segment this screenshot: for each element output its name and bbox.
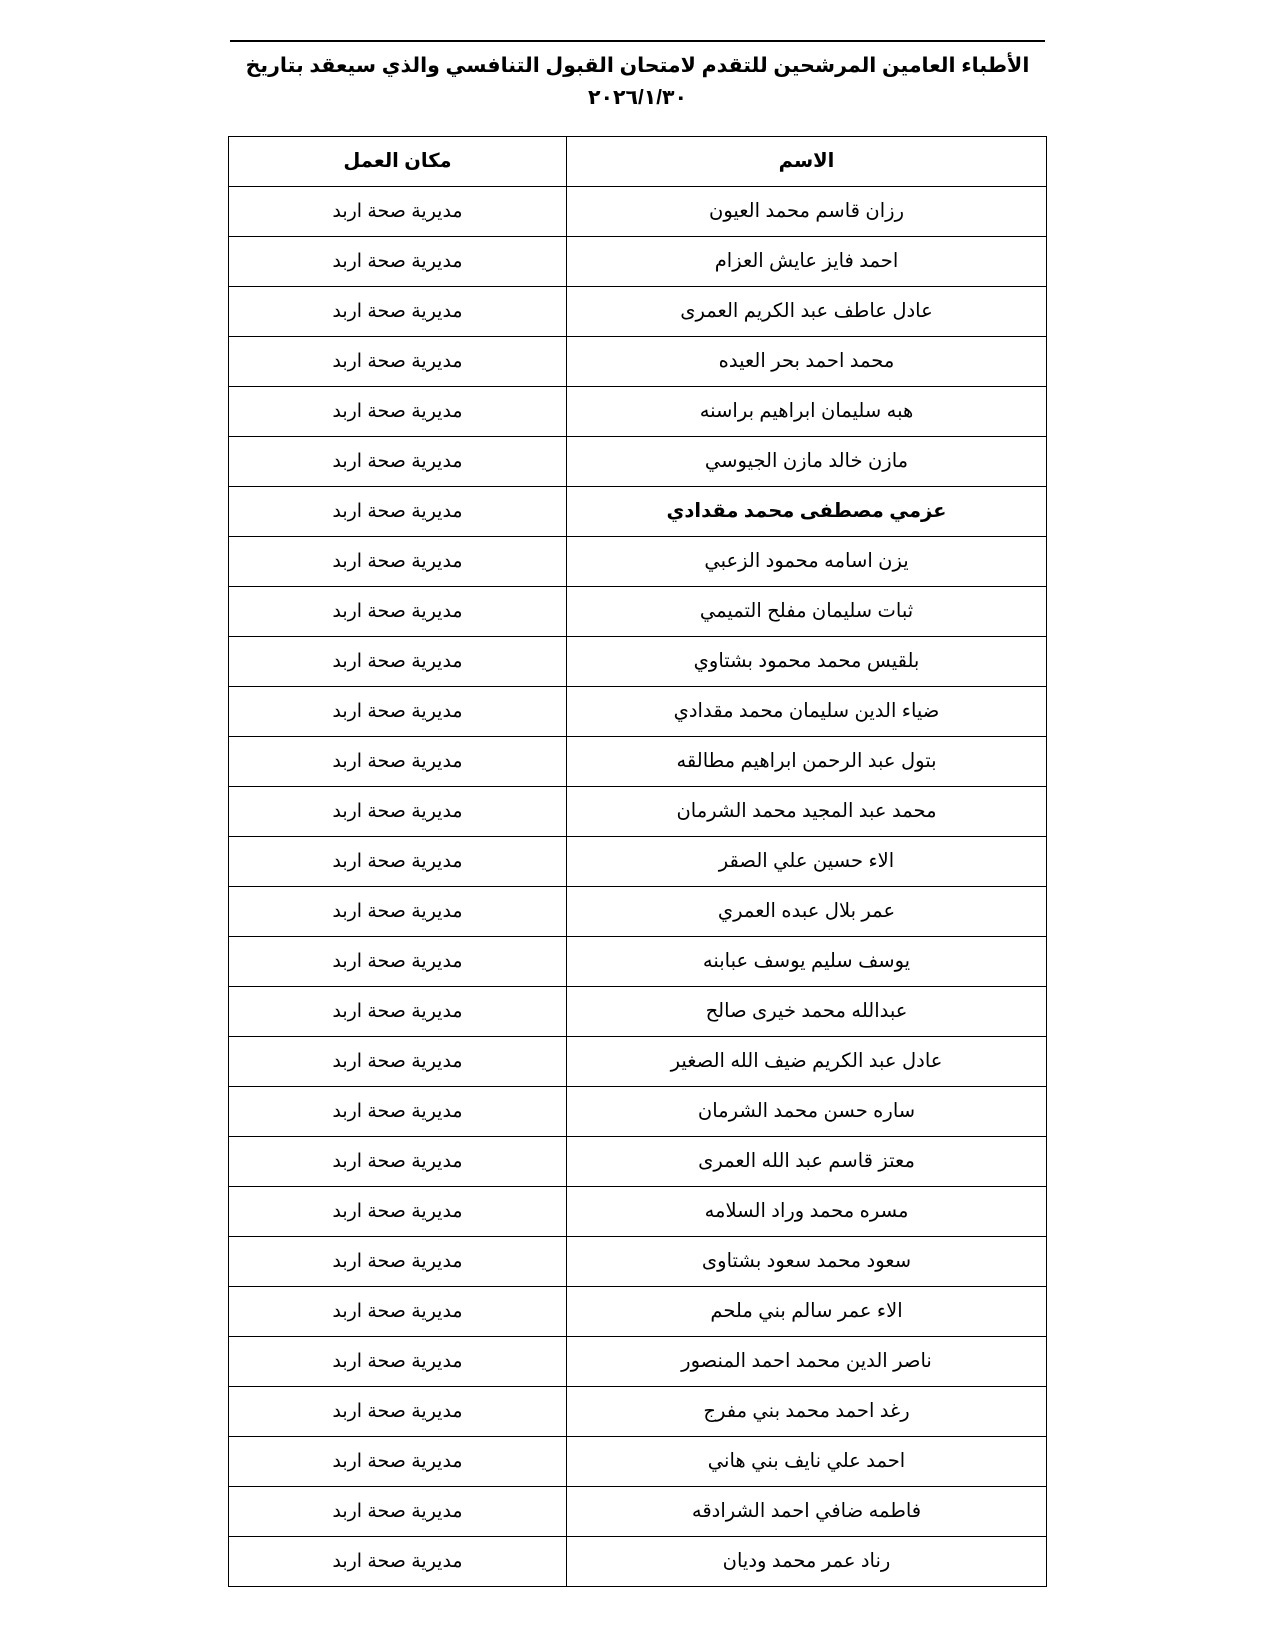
cell-name: مسره محمد وراد السلامه: [567, 1186, 1047, 1236]
page-title-line-1: الأطباء العامين المرشحين للتقدم لامتحان القبول التنافسي والذي سيعقد بتاريخ: [245, 54, 1030, 77]
cell-workplace: مديرية صحة اربد: [229, 636, 567, 686]
cell-workplace: مديرية صحة اربد: [229, 1136, 567, 1186]
table-row: [229, 486, 1047, 536]
cell-name: فاطمه ضافي احمد الشرادقه: [567, 1486, 1047, 1536]
table-row: [229, 986, 1047, 1036]
table-row: [229, 1336, 1047, 1386]
cell-workplace: مديرية صحة اربد: [229, 1386, 567, 1436]
cell-name: الاء حسين علي الصقر: [567, 836, 1047, 886]
cell-workplace: مديرية صحة اربد: [229, 1286, 567, 1336]
candidates-table: [228, 136, 1047, 1587]
table-row: [229, 936, 1047, 986]
cell-workplace: مديرية صحة اربد: [229, 486, 567, 536]
table-row: [229, 1486, 1047, 1536]
cell-name: عادل عبد الكريم ضيف الله الصغير: [567, 1036, 1047, 1086]
table-row: [229, 636, 1047, 686]
cell-workplace: مديرية صحة اربد: [229, 1086, 567, 1136]
column-header-name: الاسم: [567, 136, 1047, 186]
table-row: [229, 836, 1047, 886]
table-row: [229, 586, 1047, 636]
table-row: [229, 1036, 1047, 1086]
table-row: [229, 436, 1047, 486]
cell-workplace: مديرية صحة اربد: [229, 1186, 567, 1236]
cell-workplace: مديرية صحة اربد: [229, 386, 567, 436]
cell-workplace: مديرية صحة اربد: [229, 836, 567, 886]
cell-workplace: مديرية صحة اربد: [229, 1336, 567, 1386]
cell-name: معتز قاسم عبد الله العمرى: [567, 1136, 1047, 1186]
page-title: [243, 50, 1033, 114]
table-row: [229, 1286, 1047, 1336]
table-row: [229, 886, 1047, 936]
cell-name: ناصر الدين محمد احمد المنصور: [567, 1336, 1047, 1386]
cell-workplace: مديرية صحة اربد: [229, 586, 567, 636]
cell-workplace: مديرية صحة اربد: [229, 286, 567, 336]
cell-name: عادل عاطف عبد الكريم العمرى: [567, 286, 1047, 336]
cell-workplace: مديرية صحة اربد: [229, 1036, 567, 1086]
table-row: [229, 1386, 1047, 1436]
cell-workplace: مديرية صحة اربد: [229, 936, 567, 986]
column-header-workplace: مكان العمل: [229, 136, 567, 186]
cell-workplace: مديرية صحة اربد: [229, 1486, 567, 1536]
table-row: [229, 386, 1047, 436]
cell-name: ساره حسن محمد الشرمان: [567, 1086, 1047, 1136]
cell-workplace: مديرية صحة اربد: [229, 886, 567, 936]
cell-workplace: مديرية صحة اربد: [229, 736, 567, 786]
cell-name: محمد عبد المجيد محمد الشرمان: [567, 786, 1047, 836]
cell-name: عزمي مصطفى محمد مقدادي: [567, 486, 1047, 536]
cell-workplace: مديرية صحة اربد: [229, 436, 567, 486]
cell-name: محمد احمد بحر العيده: [567, 336, 1047, 386]
table-header-row: [229, 136, 1047, 186]
cell-name: بلقيس محمد محمود بشتاوي: [567, 636, 1047, 686]
cell-name: احمد فايز عايش العزام: [567, 236, 1047, 286]
table-row: [229, 186, 1047, 236]
cell-name: الاء عمر سالم بني ملحم: [567, 1286, 1047, 1336]
cell-name: سعود محمد سعود بشتاوى: [567, 1236, 1047, 1286]
cell-workplace: مديرية صحة اربد: [229, 336, 567, 386]
cell-name: عمر بلال عبده العمري: [567, 886, 1047, 936]
table-row: [229, 686, 1047, 736]
table-row: [229, 236, 1047, 286]
cell-name: يوسف سليم يوسف عبابنه: [567, 936, 1047, 986]
table-row: [229, 1086, 1047, 1136]
table-body: [229, 186, 1047, 1586]
table-row: [229, 786, 1047, 836]
table-row: [229, 286, 1047, 336]
cell-workplace: مديرية صحة اربد: [229, 786, 567, 836]
cell-name: احمد علي نايف بني هاني: [567, 1436, 1047, 1486]
table-row: [229, 1186, 1047, 1236]
cell-workplace: مديرية صحة اربد: [229, 1236, 567, 1286]
cell-workplace: مديرية صحة اربد: [229, 186, 567, 236]
table-row: [229, 736, 1047, 786]
cell-name: رزان قاسم محمد العيون: [567, 186, 1047, 236]
cell-name: عبدالله محمد خيرى صالح: [567, 986, 1047, 1036]
page-title-line-2: ٢٠٢٦/١/٣٠: [588, 85, 687, 109]
cell-name: يزن اسامه محمود الزعبي: [567, 536, 1047, 586]
table-row: [229, 1236, 1047, 1286]
table-row: [229, 1436, 1047, 1486]
cell-workplace: مديرية صحة اربد: [229, 236, 567, 286]
table-row: [229, 536, 1047, 586]
cell-name: رغد احمد محمد بني مفرج: [567, 1386, 1047, 1436]
cell-name: هبه سليمان ابراهيم براسنه: [567, 386, 1047, 436]
cell-workplace: مديرية صحة اربد: [229, 686, 567, 736]
cell-workplace: مديرية صحة اربد: [229, 1436, 567, 1486]
cell-workplace: مديرية صحة اربد: [229, 986, 567, 1036]
cell-name: رناد عمر محمد وديان: [567, 1536, 1047, 1586]
cell-name: بتول عبد الرحمن ابراهيم مطالقه: [567, 736, 1047, 786]
header-divider: [230, 40, 1045, 42]
cell-workplace: مديرية صحة اربد: [229, 536, 567, 586]
table-row: [229, 336, 1047, 386]
table-row: [229, 1136, 1047, 1186]
table-row: [229, 1536, 1047, 1586]
cell-name: مازن خالد مازن الجيوسي: [567, 436, 1047, 486]
cell-workplace: مديرية صحة اربد: [229, 1536, 567, 1586]
cell-name: ثبات سليمان مفلح التميمي: [567, 586, 1047, 636]
cell-name: ضياء الدين سليمان محمد مقدادي: [567, 686, 1047, 736]
